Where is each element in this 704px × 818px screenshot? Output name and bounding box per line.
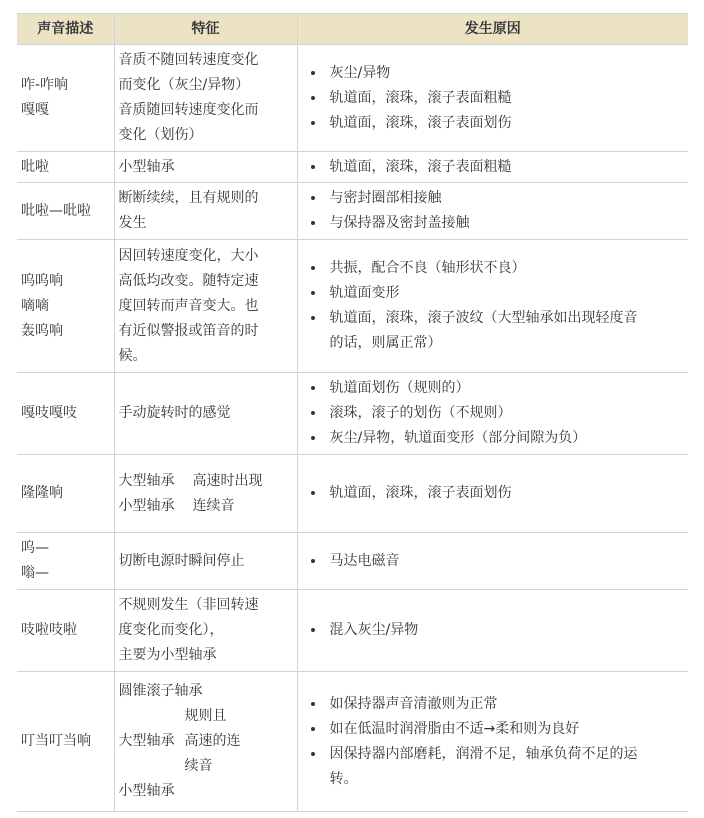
cause-list [312,61,685,136]
cause-list [312,549,685,574]
sound-description-line: 轰呜响 [21,322,63,339]
cause-cell [297,672,688,812]
cause-list [312,376,685,451]
cause-item: • 马达电磁音 [326,549,685,574]
cause-cell [297,240,688,373]
header-feature: 特征 [114,14,297,45]
cause-item: • 灰尘/异物，轨道面变形（部分间隙为负） [326,426,685,451]
sound-description-line: 嘎吱嘎吱 [21,405,77,421]
sound-description-cell [17,373,114,455]
feature-line: 候。 [118,347,147,364]
cause-item: • 混入灰尘/异物 [326,618,685,643]
table-row [17,672,688,812]
cause-list [312,256,685,356]
cause-cell [297,373,688,455]
feature-line: 连续音 [192,497,235,514]
feature-cell [114,183,297,240]
feature-line: 音质随回转速度变化而 [118,102,259,118]
feature-line: 不规则发生（非回转速 [118,597,259,613]
sound-description-line: 嘀嘀 [21,297,49,314]
cause-cell [297,455,688,533]
table-row [17,533,688,590]
sound-description-cell [17,152,114,183]
feature-cell [114,240,297,373]
feature-line: 规则且 [184,708,227,724]
cause-item: • 如在低温时润滑脂由不适→柔和则为良好 [326,717,685,742]
header-row [17,14,688,45]
feature-bearing-size: 小型轴承 [118,783,175,799]
sound-description-cell [17,240,114,373]
cause-item: • 与密封圈部相接触 [326,186,685,211]
sound-description-line: 吡啦 [21,158,49,175]
feature-line: 发生 [118,215,147,231]
sound-description-cell [17,455,114,533]
feature-bearing-size-group [119,469,293,519]
feature-line: 有近似警报或笛音的时 [118,322,259,339]
cause-item: • 灰尘/异物 [326,61,685,86]
sound-description-line: 嗡— [21,565,49,581]
cause-cell [297,533,688,590]
feature-line: 手动旋转时的感觉 [118,405,231,421]
feature-bearing-size: 大型轴承 [118,472,175,489]
table-row [17,183,688,240]
feature-cell [114,373,297,455]
sound-description-line: 吡啦—吡啦 [21,202,91,219]
feature-cell [114,455,297,533]
sound-description-cell [17,533,114,590]
sound-description-line: 吱啦吱啦 [21,622,77,638]
feature-line: 续音 [184,758,213,774]
table-row [17,45,688,152]
feature-taper-group [119,679,293,804]
cause-cell [297,152,688,183]
sound-description-line: 呜呜响 [21,272,63,289]
table-row [17,455,688,533]
cause-item: • 因保持器内部磨耗，润滑不足，轴承负荷不足的运 转。 [326,742,685,792]
cause-list [312,481,685,506]
feature-line: 度回转而声音变大。也 [118,297,259,314]
table-row [17,590,688,672]
feature-line: 音质不随回转速度变化 [118,52,259,68]
cause-item: • 如保持器声音清澈则为正常 [326,692,685,717]
bearing-noise-table [17,13,688,812]
cause-item: • 轨道面变形 [326,281,685,306]
cause-list [312,186,685,236]
feature-line: 而变化（灰尘/异物） [118,77,250,93]
feature-line: 高速时出现 [192,472,263,489]
cause-item: • 与保持器及密封盖接触 [326,211,685,236]
feature-bearing-size: 小型轴承 [118,497,175,514]
cause-item: • 轨道面，滚珠，滚子表面粗糙 [326,86,685,111]
feature-line: 小型轴承 [118,158,175,175]
sound-description-line: 咋-咋响 [21,77,69,93]
sound-description-line: 呜— [21,540,49,556]
feature-line: 高低均改变。随特定速 [118,272,259,289]
sound-description-line: 叮当叮当响 [21,733,91,749]
header-sound-description: 声音描述 [17,14,114,45]
cause-item: • 轨道面，滚珠，滚子表面划伤 [326,481,685,506]
feature-cell [114,672,297,812]
feature-line: 断断续续，且有规则的 [118,190,259,206]
header-cause: 发生原因 [297,14,688,45]
cause-item: • 轨道面，滚珠，滚子表面划伤 [326,111,685,136]
cause-cell [297,183,688,240]
cause-list [312,618,685,643]
cause-item: • 滚珠，滚子的划伤（不规则） [326,401,685,426]
feature-cell [114,152,297,183]
sound-description-line: 嘎嘎 [21,102,49,118]
cause-item: • 轨道面，滚珠，滚子波纹（大型轴承如出现轻度音 的话，则属正常） [326,306,685,356]
cause-cell [297,590,688,672]
feature-cell [114,533,297,590]
table-row [17,373,688,455]
feature-line: 高速的连 [184,733,241,749]
sound-description-cell [17,45,114,152]
cause-list [312,692,685,792]
feature-line: 切断电源时瞬间停止 [118,552,245,569]
cause-item: • 轨道面，滚珠，滚子表面粗糙 [326,155,685,180]
feature-line: 度变化而变化）， [118,622,224,638]
sound-description-line: 隆隆响 [21,485,63,501]
feature-cell [114,45,297,152]
sound-description-cell [17,672,114,812]
table-row [17,240,688,373]
feature-bearing-size: 大型轴承 [118,733,175,749]
sound-description-cell [17,183,114,240]
cause-list [312,155,685,180]
feature-line: 因回转速度变化，大小 [118,247,259,264]
cause-item: • 共振，配合不良（轴形状不良） [326,256,685,281]
feature-cell [114,590,297,672]
feature-bearing-type: 圆锥滚子轴承 [118,683,203,699]
table-row [17,152,688,183]
cause-item: • 轨道面划伤（规则的） [326,376,685,401]
feature-line: 主要为小型轴承 [118,647,217,663]
sound-description-cell [17,590,114,672]
cause-cell [297,45,688,152]
feature-line: 变化（划伤） [118,127,203,143]
